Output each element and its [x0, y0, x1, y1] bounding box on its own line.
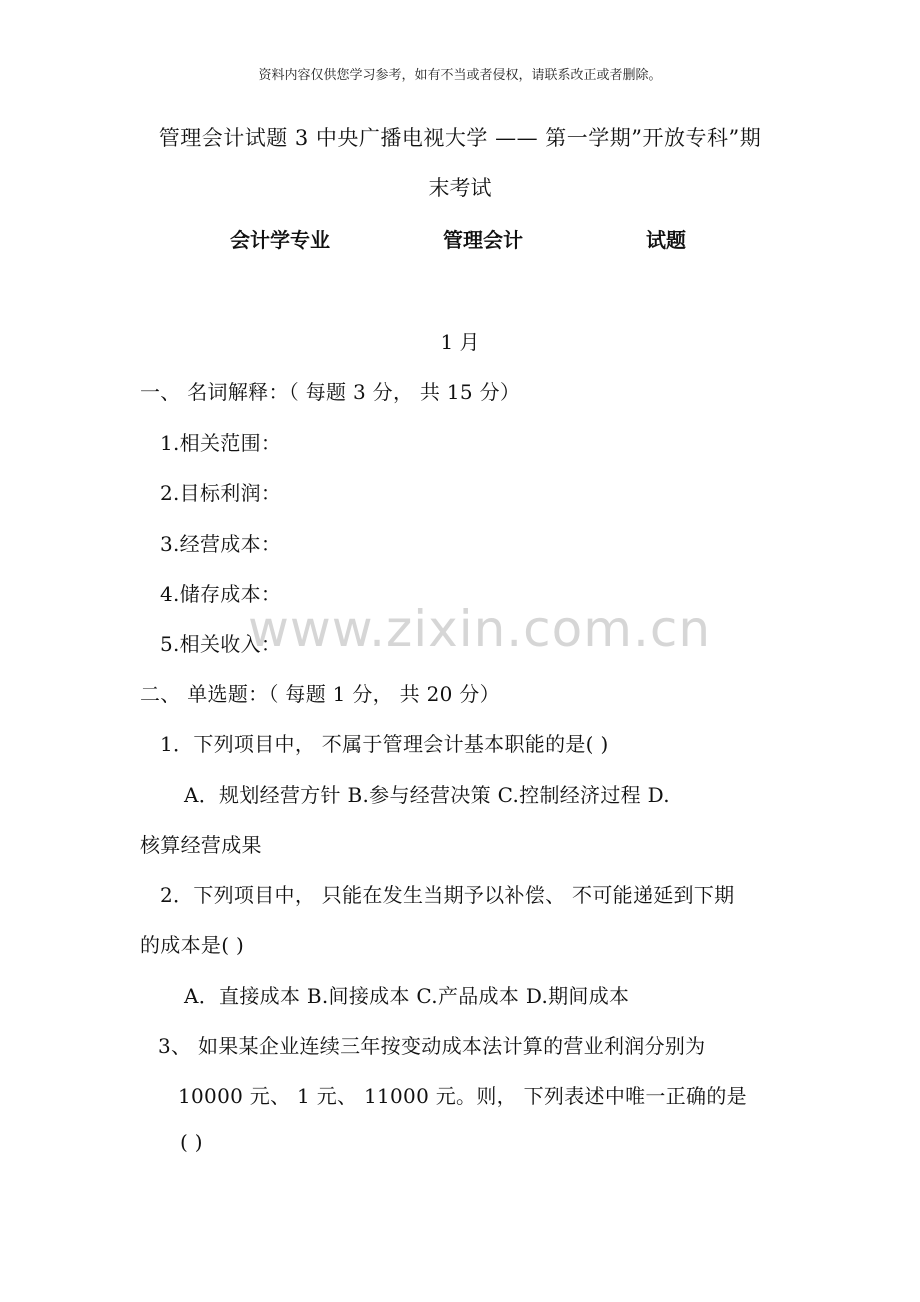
term-item: 1.相关范围： [160, 431, 282, 455]
question-2-stem: 2．下列项目中， 只能在发生当期予以补偿、 不可能递延到下期 [160, 883, 735, 907]
subtitle-type: 试题 [646, 228, 686, 252]
question-1-options-cont: 核算经营成果 [140, 833, 262, 857]
exam-date: 1 月 [440, 330, 480, 354]
section1-heading: 一、 名词解释：（ 每题 3 分， 共 15 分） [140, 380, 521, 404]
question-2-options: A．直接成本 B.间接成本 C.产品成本 D.期间成本 [184, 984, 630, 1008]
section2-heading: 二、 单选题：（ 每题 1 分， 共 20 分） [140, 682, 500, 706]
term-item: 5.相关收入： [160, 632, 282, 656]
question-3-stem-cont: 10000 元、 1 元、 11000 元。则， 下列表述中唯一正确的是 [178, 1084, 747, 1108]
term-item: 3.经营成本： [160, 532, 282, 556]
subtitle-course: 管理会计 [443, 228, 523, 252]
header-notice: 资料内容仅供您学习参考，如有不当或者侵权，请联系改正或者删除。 [258, 68, 662, 83]
exam-title-line1: 管理会计试题 3 中央广播电视大学 —— 第一学期”开放专科”期 [158, 126, 762, 150]
question-3-stem: 3、 如果某企业连续三年按变动成本法计算的营业利润分别为 [158, 1034, 706, 1058]
watermark: www.zixin.com.cn [248, 600, 712, 658]
subtitle-major: 会计学专业 [230, 228, 330, 252]
question-2-stem-cont: 的成本是( ) [140, 933, 245, 957]
question-1-stem: 1．下列项目中， 不属于管理会计基本职能的是( ) [160, 732, 609, 756]
term-item: 4.储存成本： [160, 582, 282, 606]
term-item: 2.目标利润： [160, 481, 282, 505]
question-3-blank: ( ) [180, 1130, 203, 1154]
exam-title-line2: 末考试 [428, 176, 492, 200]
question-1-options: A．规划经营方针 B.参与经营决策 C.控制经济过程 D. [184, 783, 670, 807]
